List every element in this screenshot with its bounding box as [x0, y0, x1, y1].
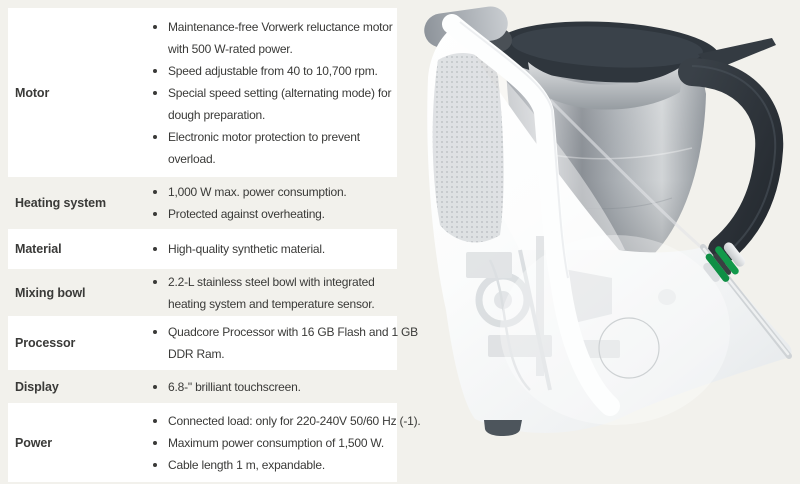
spec-text-line: Speed adjustable from 40 to 10,700 rpm.	[168, 63, 378, 78]
spec-text-line: heating system and temperature sensor.	[168, 296, 375, 311]
bullet-item	[145, 410, 421, 432]
spec-text-line: Quadcore Processor with 16 GB Flash and 1 GB	[168, 325, 418, 339]
bullet-item	[145, 181, 397, 203]
spec-label: Material	[15, 242, 62, 256]
bullet-item	[145, 82, 397, 126]
bullet-item	[145, 238, 397, 260]
spec-text-line: Connected load: only for 220-240V 50/60 Hz (-1).	[168, 413, 421, 428]
spec-label: Processor	[15, 336, 76, 350]
bullet-item	[145, 60, 397, 82]
spec-values	[145, 271, 397, 315]
spec-values	[145, 16, 397, 170]
front-oval-detail	[658, 289, 676, 305]
spec-text-line: 6.8-" brilliant touchscreen.	[168, 379, 301, 394]
bullet-icon	[153, 135, 157, 139]
bullet-icon	[153, 190, 157, 194]
bullet-icon	[153, 463, 157, 467]
spec-text-line: Maximum power consumption of 1,500 W.	[168, 435, 385, 450]
bullet-icon	[153, 247, 157, 251]
spec-values	[145, 181, 397, 225]
spec-label: Display	[15, 379, 59, 394]
spec-values	[145, 376, 397, 398]
spec-values	[145, 410, 421, 476]
bullet-item	[145, 376, 397, 398]
bullet-icon	[153, 280, 157, 284]
spec-text-line: DDR Ram.	[168, 347, 225, 361]
spec-row	[8, 269, 397, 316]
spec-text-line: Maintenance-free Vorwerk reluctance motor	[168, 19, 393, 34]
appliance-illustration	[400, 0, 800, 484]
spec-text-line: dough preparation.	[168, 107, 266, 122]
spec-row	[8, 316, 418, 370]
spec-label: Heating system	[15, 196, 106, 210]
bullet-item	[145, 126, 397, 170]
bullet-item	[145, 203, 397, 225]
foot	[484, 420, 522, 436]
spec-text-line: Cable length 1 m, expandable.	[168, 457, 325, 472]
spec-text-line: High-quality synthetic material.	[168, 242, 326, 256]
bullet-icon	[153, 385, 157, 389]
product-image	[400, 0, 800, 484]
bullet-icon	[153, 212, 157, 216]
bullet-icon	[153, 330, 157, 334]
bullet-item	[145, 16, 397, 60]
spec-text-line: overload.	[168, 151, 216, 166]
spec-text-line: with 500 W-rated power.	[168, 41, 293, 56]
mesh-vent	[433, 53, 504, 242]
front-highlight	[500, 235, 730, 425]
spec-label: Motor	[15, 85, 50, 100]
bullet-icon	[153, 69, 157, 73]
spec-text-line: Special speed setting (alternating mode) for	[168, 85, 392, 100]
spec-text-line: Protected against overheating.	[168, 207, 325, 221]
bullet-item	[145, 321, 418, 365]
spec-values	[145, 238, 397, 260]
spec-row	[8, 370, 397, 403]
spec-text-line: 2.2-L stainless steel bowl with integrated	[168, 274, 375, 289]
spec-text-line: Electronic motor protection to prevent	[168, 129, 360, 144]
spec-row	[8, 229, 397, 269]
bullet-icon	[153, 91, 157, 95]
spec-label: Mixing bowl	[15, 285, 86, 300]
bullet-icon	[153, 419, 157, 423]
bullet-icon	[153, 25, 157, 29]
spec-table	[8, 8, 421, 482]
spec-row	[8, 8, 397, 177]
spec-values	[145, 321, 418, 365]
spec-text-line: 1,000 W max. power consumption.	[168, 185, 347, 199]
spec-row	[8, 177, 397, 229]
bullet-item	[145, 454, 397, 476]
bullet-item	[145, 432, 397, 454]
spec-row	[8, 403, 421, 482]
bullet-item	[145, 271, 397, 315]
spec-label: Power	[15, 435, 53, 450]
bullet-icon	[153, 441, 157, 445]
